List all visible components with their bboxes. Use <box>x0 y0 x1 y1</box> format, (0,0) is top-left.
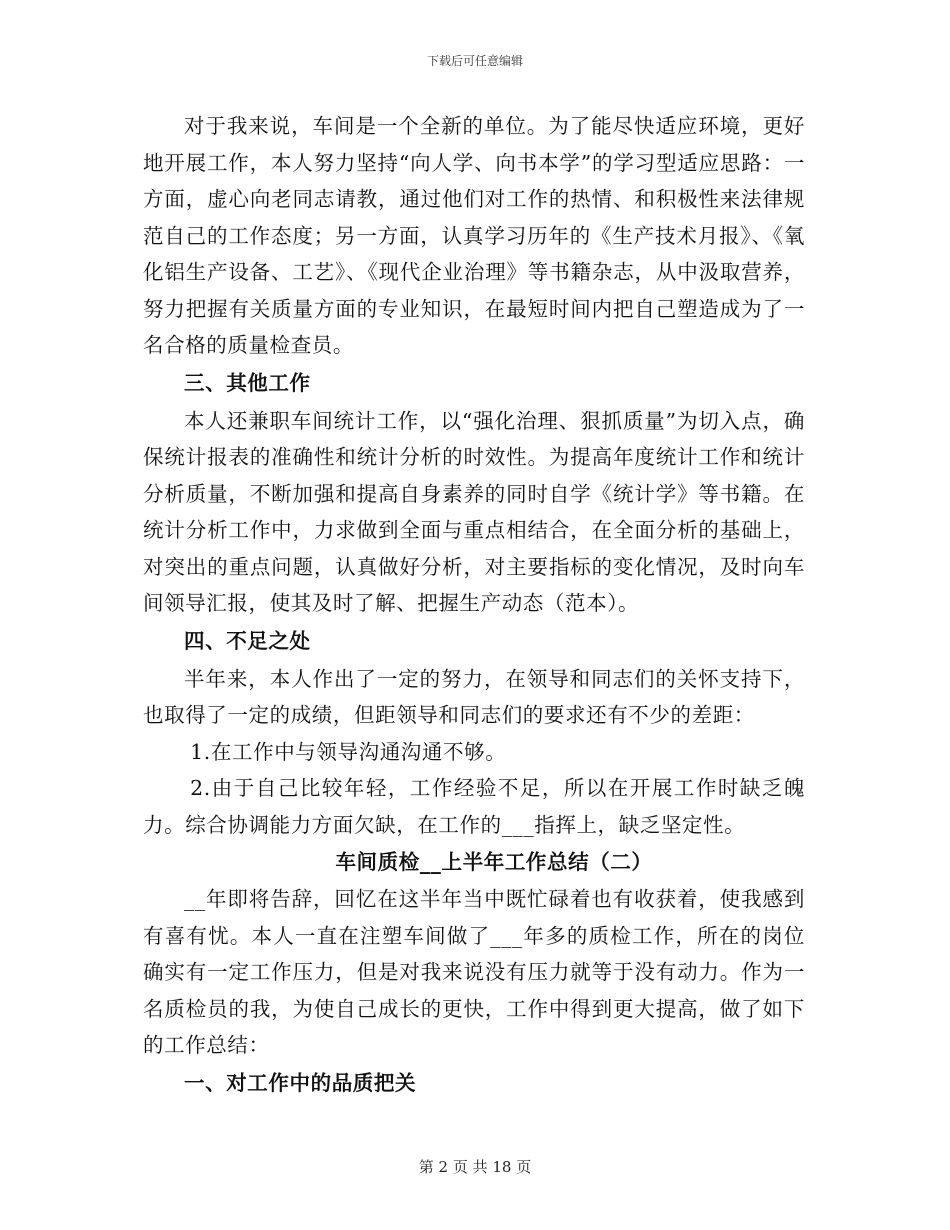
section-heading-quality-control: 一、对工作中的品质把关 <box>184 1070 417 1095</box>
list-item-2: 2.由于自己比较年轻，工作经验不足，所以在开展工作时缺乏魄力。综合协调能力方面欠缺，在工作的___指挥上，缺乏坚定性。 <box>143 776 805 837</box>
paragraph-learning: 对于我来说，车间是一个全新的单位。为了能尽快适应环境，更好地开展工作，本人努力坚持“向人学、向书本学”的学习型适应思路：一方面，虚心向老同志请教，通过他们对工作的热情、和积极性来法律规范自己的工作态度；另一方面，认真学习历年的《生产技术月报》、《氧化铝生产设备、工艺》、《现代企业治理》等书籍杂志，从中汲取营养，努力把握有关质量方面的专业知识，在最短时间内把自己塑造成为了一名合格的质量检查员。 <box>143 114 805 357</box>
document-body <box>143 108 805 1103</box>
section-heading-shortcomings: 四、不足之处 <box>184 628 311 653</box>
section-heading-other-work: 三、其他工作 <box>184 370 311 395</box>
document-title-part-2: 车间质检__上半年工作总结（二） <box>335 850 653 874</box>
paragraph-shortcomings: 半年来，本人作出了一定的努力，在领导和同志们的关怀支持下，也取得了一定的成绩，但距领导和同志们的要求还有不少的差距： <box>143 666 805 727</box>
list-item-1: 1.在工作中与领导沟通沟通不够。 <box>190 739 507 764</box>
page-header: 下载后可任意编辑 <box>426 54 523 68</box>
paragraph-intro-part-2: __年即将告辞，回忆在这半年当中既忙碌着也有收获着，使我感到有喜有忧。本人一直在注塑车间做了___年多的质检工作，所在的岗位确实有一定工作压力，但是对我来说没有压力就等于没有动力。作为一名质检员的我，为使自己成长的更快，工作中得到更大提高，做了如下的工作总结： <box>143 887 805 1057</box>
paragraph-statistics: 本人还兼职车间统计工作，以“强化治理、狠抓质量”为切入点，确保统计报表的准确性和统计分析的时效性。为提高年度统计工作和统计分析质量，不断加强和提高自身素养的同时自学《统计学》等书籍。在统计分析工作中，力求做到全面与重点相结合，在全面分析的基础上，对突出的重点问题，认真做好分析，对主要指标的变化情况，及时向车间领导汇报，使其及时了解、把握生产动态（范本）。 <box>143 408 805 615</box>
page-footer: 第 2 页 共 18 页 <box>418 1158 532 1176</box>
